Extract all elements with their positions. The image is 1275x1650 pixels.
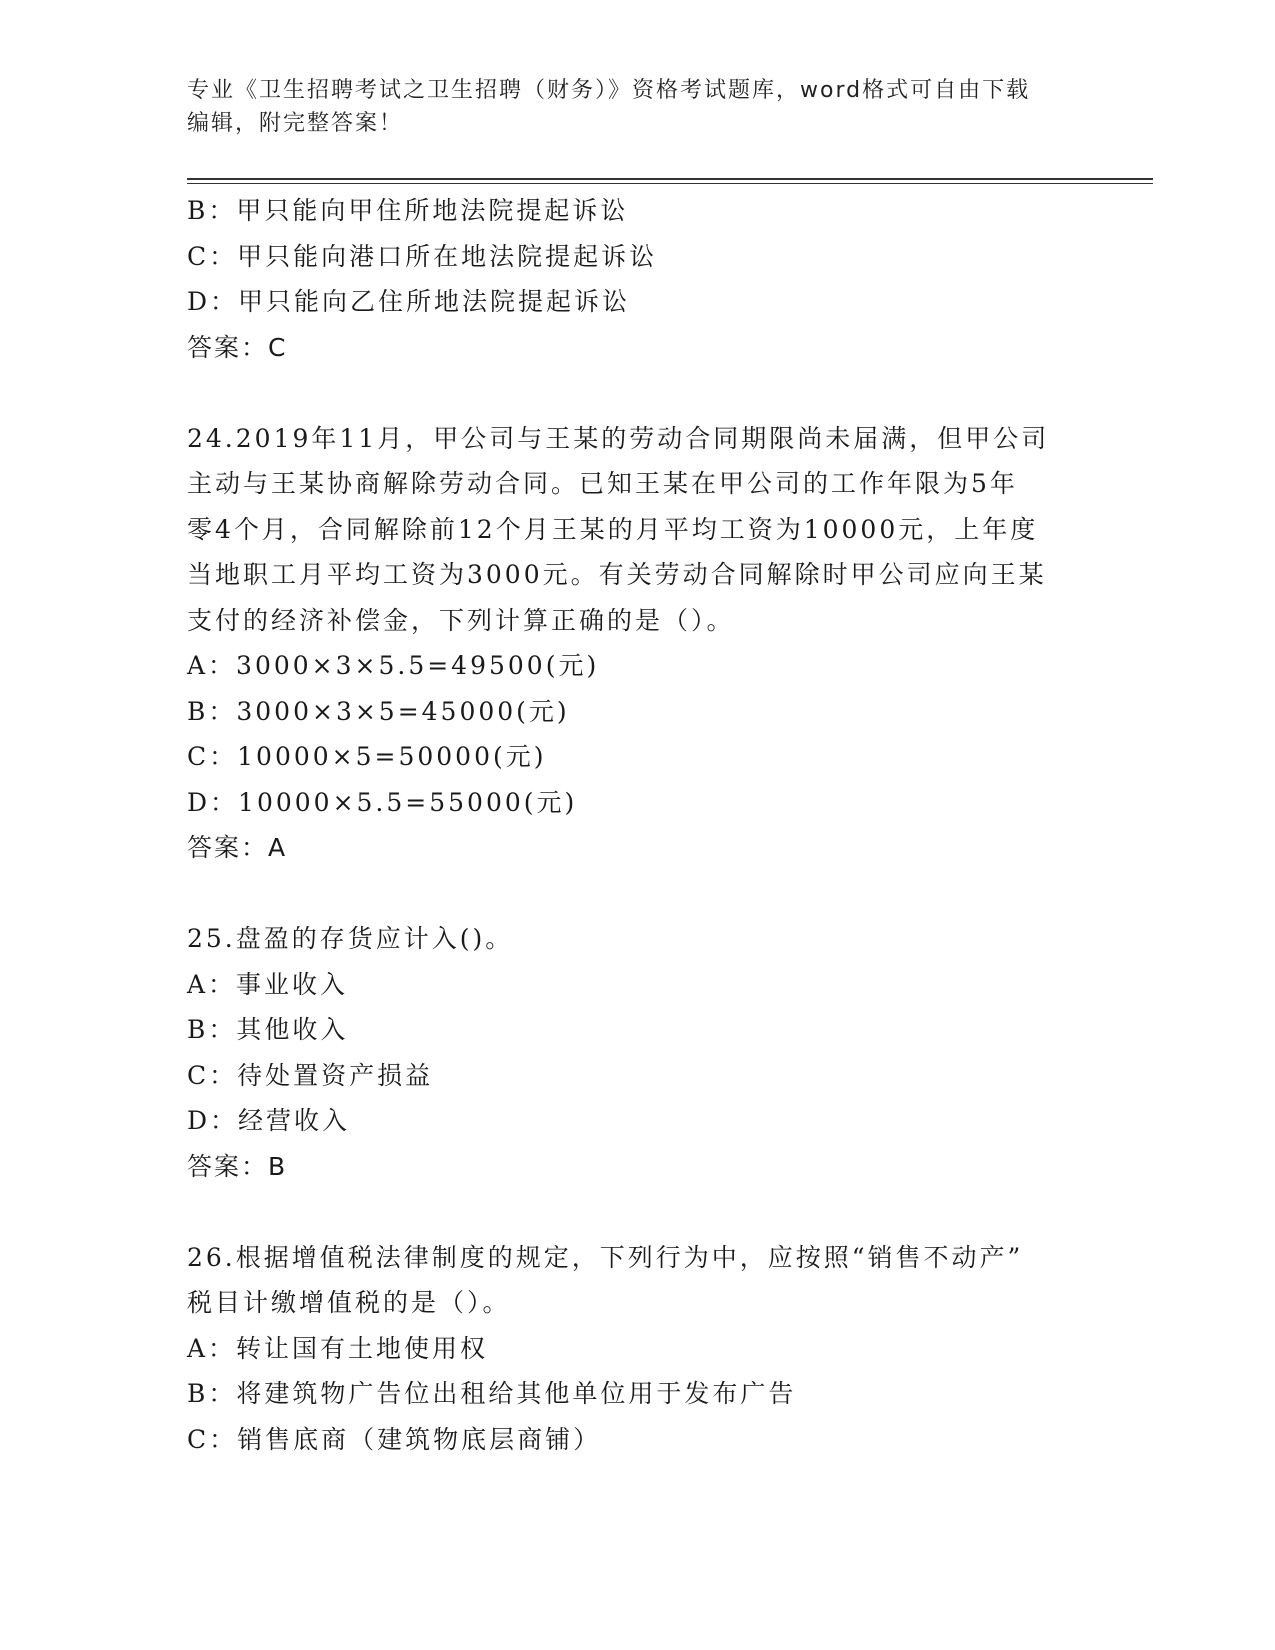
page-header — [187, 74, 1087, 140]
answer-line: 答案：B — [187, 1151, 288, 1181]
header-line-1: 专业《卫生招聘考试之卫生招聘（财务）》资格考试题库，word格式可自由下载 — [187, 78, 1031, 103]
question-23-continued — [187, 188, 1087, 370]
answer-line: 答案：A — [187, 833, 288, 862]
question-24 — [187, 416, 1087, 871]
header-line-2: 编辑，附完整答案！ — [187, 111, 404, 136]
spacer — [187, 370, 1087, 416]
spacer — [187, 1189, 1087, 1235]
question-text-line: 税目计缴增值税的是（）。 — [187, 1288, 511, 1317]
question-26 — [187, 1235, 1087, 1463]
option-c: C：10000×5=50000(元) — [187, 742, 547, 771]
option-c: C：甲只能向港口所在地法院提起诉讼 — [187, 241, 658, 271]
question-text-line: 25.盘盈的存货应计入()。 — [187, 924, 514, 953]
header-rule-thick — [187, 178, 1153, 180]
option-d: D：经营收入 — [187, 1106, 351, 1135]
question-25 — [187, 916, 1087, 1189]
option-b: B：将建筑物广告位出租给其他单位用于发布广告 — [187, 1379, 797, 1408]
option-c: C：销售底商（建筑物底层商铺） — [187, 1424, 602, 1454]
spacer — [187, 871, 1087, 917]
option-b: B：甲只能向甲住所地法院提起诉讼 — [187, 196, 629, 225]
question-text-line: 26.根据增值税法律制度的规定，下列行为中，应按照“销售不动产” — [187, 1242, 1024, 1272]
question-text-line: 24.2019年11月，甲公司与王某的劳动合同期限尚未届满，但甲公司 — [187, 423, 1050, 453]
option-a: A：事业收入 — [187, 969, 349, 999]
question-text-line: 当地职工月平均工资为3000元。有关劳动合同解除时甲公司应向王某 — [187, 560, 1047, 589]
question-text-line: 主动与王某协商解除劳动合同。已知王某在甲公司的工作年限为5年 — [187, 469, 1018, 498]
option-b: B：其他收入 — [187, 1015, 349, 1044]
option-d: D：10000×5.5=55000(元) — [187, 787, 578, 817]
question-text-line: 支付的经济补偿金，下列计算正确的是（）。 — [187, 605, 735, 635]
option-c: C：待处置资产损益 — [187, 1060, 434, 1090]
option-d: D：甲只能向乙住所地法院提起诉讼 — [187, 287, 631, 316]
answer-line: 答案：C — [187, 332, 288, 362]
option-a: A：3000×3×5.5=49500(元) — [187, 651, 600, 680]
question-list — [187, 188, 1087, 1462]
option-a: A：转让国有土地使用权 — [187, 1333, 489, 1363]
header-rule-thin — [187, 183, 1153, 184]
question-text-line: 零4个月，合同解除前12个月王某的月平均工资为10000元，上年度 — [187, 514, 1039, 544]
option-b: B：3000×3×5=45000(元) — [187, 696, 570, 726]
